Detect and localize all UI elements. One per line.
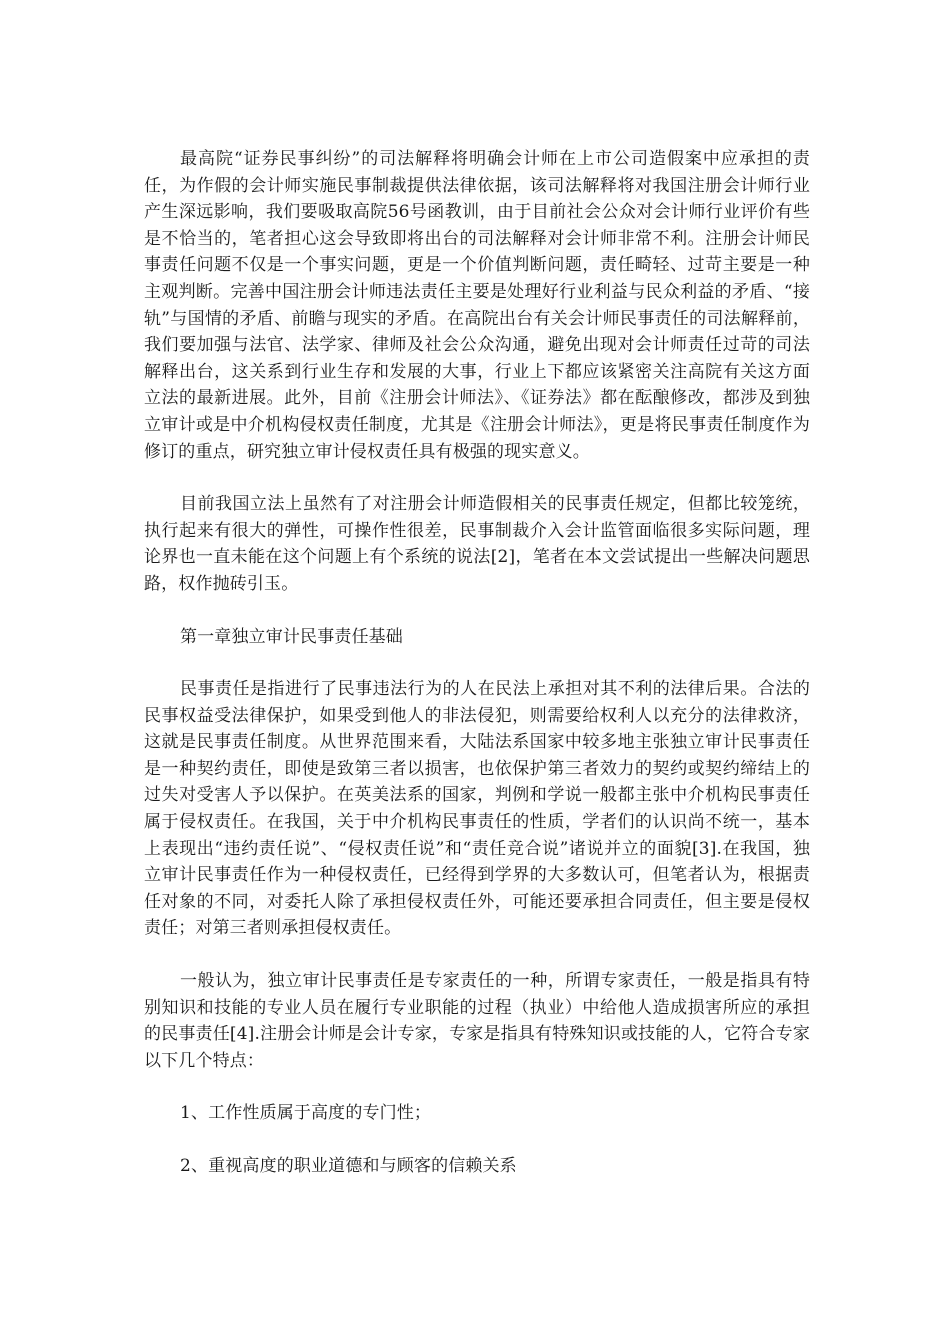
list-item: 1、工作性质属于高度的专门性； (180, 1103, 432, 1124)
paragraph-expert-liability: 一般认为，独立审计民事责任是专家责任的一种，所谓专家责任，一般是指具有特别知识和技能的专业人员在履行专业职能的过程（执业）中给他人造成损害所应的承担的民事责任[4].注册会计师是会计专家，专家是指具有特殊知识或技能的人，它符合专家以下几个特点： (144, 971, 810, 1071)
paragraph-civil-liability: 民事责任是指进行了民事违法行为的人在民法上承担对其不利的法律后果。合法的民事权益受法律保护，如果受到他人的非法侵犯，则需要给权利人以充分的法律救济，这就是民事责任制度。从世界范围来看，大陆法系国家中较多地主张独立审计民事责任是一种契约责任，即使是致第三者以损害，也依保护第三者效力的契约或契约缔结上的过失对受害人予以保护。在英美法系的国家，判例和学说一般都主张中介机构民事责任属于侵权责任。在我国，关于中介机构民事责任的性质，学者们的认识尚不统一，基本上表现出“违约责任说”、“侵权责任说”和“责任竞合说”诸说并立的面貌[3].在我国，独立审计民事责任作为一种侵权责任，已经得到学界的大多数认可，但笔者认为，根据责任对象的不同，对委托人除了承担侵权责任外，可能还要承担合同责任，但主要是侵权责任；对第三者则承担侵权责任。 (144, 679, 810, 939)
chapter-heading: 第一章独立审计民事责任基础 (180, 626, 403, 647)
document-body (144, 146, 810, 1206)
paragraph-purpose: 目前我国立法上虽然有了对注册会计师造假相关的民事责任规定，但都比较笼统，执行起来有很大的弹性，可操作性很差，民事制裁介入会计监管面临很多实际问题，理论界也一直未能在这个问题上有个系统的说法[2]，笔者在本文尝试提出一些解决问题思路，权作抛砖引玉。 (144, 494, 810, 594)
paragraph-intro: 最高院“证券民事纠纷”的司法解释将明确会计师在上市公司造假案中应承担的责任，为作假的会计师实施民事制裁提供法律依据，该司法解释将对我国注册会计师行业产生深远影响，我们要吸取高院56号函教训，由于目前社会公众对会计师行业评价有些是不恰当的，笔者担心这会导致即将出台的司法解释对会计师非常不利。注册会计师民事责任问题不仅是一个事实问题，更是一个价值判断问题，责任畸轻、过苛主要是一种主观判断。完善中国注册会计师违法责任主要是处理好行业利益与民众利益的矛盾、“接轨”与国情的矛盾、前瞻与现实的矛盾。在高院出台有关会计师民事责任的司法解释前，我们要加强与法官、法学家、律师及社会公众沟通，避免出现对会计师责任过苛的司法解释出台，这关系到行业生存和发展的大事，行业上下都应该紧密关注高院有关这方面立法的最新进展。此外，目前《注册会计师法》、《证券法》都在酝酿修改，都涉及到独立审计或是中介机构侵权责任制度，尤其是《注册会计师法》，更是将民事责任制度作为修订的重点，研究独立审计侵权责任具有极强的现实意义。 (144, 149, 810, 462)
list-item: 2、重视高度的职业道德和与顾客的信赖关系 (180, 1156, 517, 1176)
